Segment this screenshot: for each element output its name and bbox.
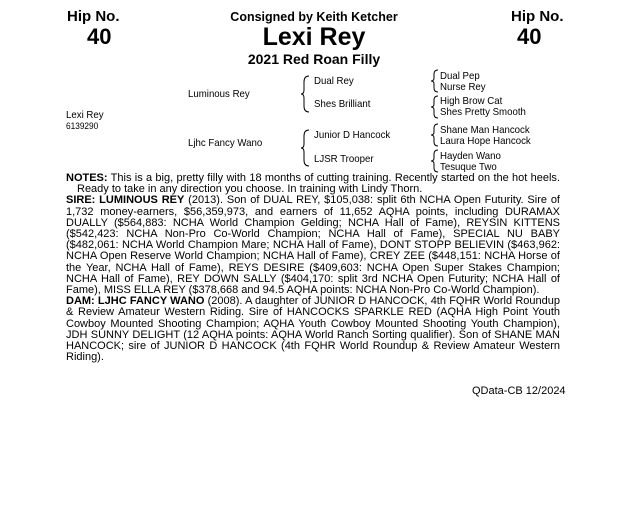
hip-label-left: Hip No. [67,8,120,25]
notes-label: NOTES: [66,172,108,184]
horse-description: 2021 Red Roan Filly [247,51,381,67]
dam-paragraph [66,296,560,363]
sire-paragraph [66,195,560,296]
sire-label: SIRE: LUMINOUS REY [66,194,185,207]
pedigree-dd-sire: Hayden Wano [440,150,501,162]
pedigree-sd-dam: Shes Pretty Smooth [440,106,526,118]
hip-number-left: 40 [87,24,112,49]
pedigree-dam: Ljhc Fancy Wano [188,137,263,149]
sire-text: (2013). Son of DUAL REY, $105,038: split 6th NCHA Open Futurity. Sire of 1,732 money-earners, $56,359,973, and earners of 11,652 AQHA points, including DURAMAX DUALLY ($564,883: NCHA World Champion Gelding; NCHA Hall of Fame), REYSIN KITTENS ($542,423: NCHA Non-Pro Co-World Champion; NCHA Hall of Fame), SPECIAL NU BABY ($482,061: NCHA World Champion Mare; NCHA Hall of Fame), DONT STOPP BELIEVIN ($463,962: NCHA Open Reserve World Champion; NCHA Hall of Fame), CREY ZEE ($448,151: NCHA Horse of the Year, NCHA Hall of Fame), REYS DESIRE ($409,603: NCHA Open Super Stakes Champion; NCHA Hall of Fame), REY DOWN SALLY ($404,170: split 3rd NCHA Open Futurity; NCHA Hall of Fame), MISS ELLA REY ($378,668 and 94.5 AQHA points: NCHA Non-Pro Co-World Champion). [66,194,560,297]
notes-paragraph [66,173,560,195]
pedigree-sire: Luminous Rey [188,88,250,100]
notes-text: This is a big, pretty filly with 18 months of cutting training. Recently started on the hot heels. Ready to take in any direction you choose. In training with Lindy Thorn. [77,172,560,196]
pedigree-subject-reg: 6139290 [66,121,99,131]
pedigree-dd-dam: Tesuque Two [440,161,497,173]
pedigree-ds-dam: Laura Hope Hancock [440,135,531,147]
hip-label-right: Hip No. [511,8,564,25]
pedigree-ds-sire: Shane Man Hancock [440,124,530,136]
pedigree-dam-dam: LJSR Trooper [314,153,374,165]
dam-text: (2008). A daughter of JUNIOR D HANCOCK, 4th FQHR World Roundup & Review Amateur Western Riding. Sire of HANCOCKS SPARKLE RED (AQHA High Point Youth Cowboy Mounted Shooting Champion; AQHA Youth Cowboy Mounted Shooting Youth Champion), JDH SUNNY DELIGHT (12 AQHA points: AQHA World Ranch Sorting qualifier). Son of SHANE MAN HANCOCK; sire of JUNIOR D HANCOCK (4th FQHR World Roundup & Review Amateur Western Riding). [66,295,560,364]
pedigree-sire-dam: Shes Brilliant [314,98,371,110]
pedigree-ss-sire: Dual Pep [440,70,480,82]
consignor-line: Consigned by Keith Ketcher [230,10,398,24]
pedigree-subject-name: Lexi Rey [66,109,104,121]
pedigree-dam-sire: Junior D Hancock [314,129,391,141]
hip-number-right: 40 [517,24,542,49]
pedigree-sd-sire: High Brow Cat [440,95,503,107]
source-footer: QData-CB 12/2024 [472,385,566,397]
horse-name: Lexi Rey [262,23,366,51]
catalog-notes [66,173,560,363]
pedigree-sire-sire: Dual Rey [314,75,354,87]
dam-label: DAM: LJHC FANCY WANO [66,295,205,308]
pedigree-ss-dam: Nurse Rey [440,81,486,93]
